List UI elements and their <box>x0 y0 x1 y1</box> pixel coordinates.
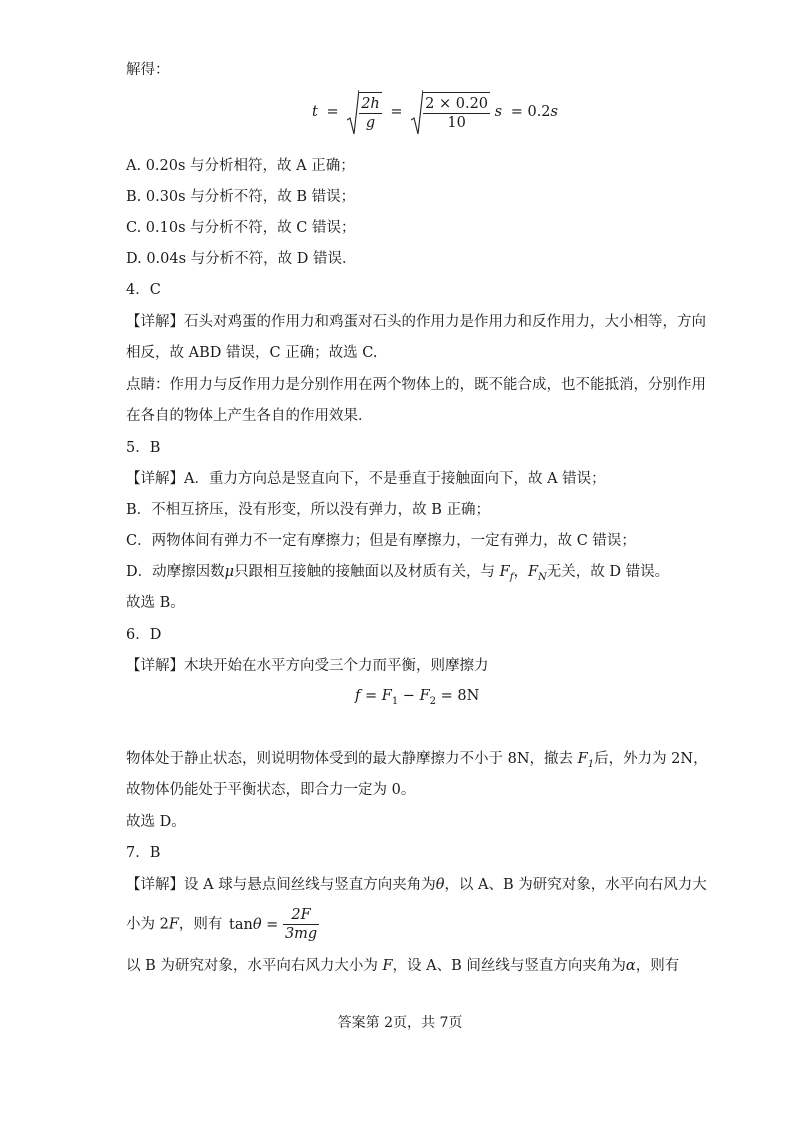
force-symbol: F <box>499 564 510 580</box>
frac-num: 2F <box>283 906 319 925</box>
detail-text <box>126 956 679 976</box>
text-span: ，以 A、B 为研究对象，水平向右风力大 <box>444 877 707 893</box>
text-span: ， <box>513 564 528 580</box>
text-span: D．动摩擦因数 <box>126 564 225 580</box>
formula-op: − <box>398 688 420 704</box>
conclusion-text: 故选 B。 <box>126 595 185 611</box>
detail-text: C．两物体间有弹力不一定有摩擦力；但是有摩擦力，一定有弹力，故 C 错误； <box>126 533 636 549</box>
formula-rhs: = 8N <box>436 688 480 704</box>
detail-text: 相反，故 ABD 错误，C 正确；故选 C. <box>126 345 378 361</box>
alpha-symbol: α <box>625 958 636 974</box>
detail-text: 故物体仍能处于平衡状态，即合力一定为 0。 <box>126 782 416 798</box>
option-c: C. 0.10s 与分析不符，故 C 错误； <box>126 220 356 236</box>
detail-text <box>126 749 708 775</box>
note-text: 点睛：作用力与反作用力是分别作用在两个物体上的，既不能合成，也不能抵消，分别作用 <box>126 377 706 393</box>
text-span: 无关，故 D 错误。 <box>546 564 670 580</box>
option-d: D. 0.04s 与分析不符，故 D 错误． <box>126 251 357 267</box>
formula-symbol: f <box>355 688 361 704</box>
question-number: 5．B <box>126 440 161 456</box>
formula-symbol: F <box>419 688 430 704</box>
formula-eq: = <box>360 688 382 704</box>
formula-func: tan <box>229 916 253 933</box>
subscript: 1 <box>587 758 595 770</box>
question-number: 7．B <box>126 845 161 861</box>
text-span: 只跟相互接触的接触面以及材质有关，与 <box>234 564 500 580</box>
frac-den: g <box>365 115 376 131</box>
frac-den: 3mg <box>284 926 318 942</box>
force-symbol: F <box>527 564 538 580</box>
frac-den: 10 <box>447 115 466 131</box>
text-line: 解得： <box>126 62 170 78</box>
detail-text: 【详解】石头对鸡蛋的作用力和鸡蛋对石头的作用力是作用力和反作用力，大小相等，方向 <box>126 314 706 330</box>
theta-symbol: θ <box>435 877 445 893</box>
force-symbol: F <box>382 958 393 974</box>
frac-num: 2h <box>361 96 380 112</box>
text-span: ，设 A、B 间丝线与竖直方向夹角为 <box>392 958 626 974</box>
subscript: f <box>509 571 514 583</box>
formula-result: = 0.2 <box>510 104 551 120</box>
sqrt-symbol <box>347 92 382 132</box>
detail-text: B．不相互挤压，没有形变，所以没有弹力，故 B 正确； <box>126 502 491 518</box>
force-symbol: F <box>577 751 588 767</box>
text-span: 后，外力为 2N， <box>594 751 708 767</box>
subscript: 2 <box>429 695 436 707</box>
detail-text: 【详解】A．重力方向总是竖直向下，不是垂直于接触面向下，故 A 错误； <box>126 471 606 487</box>
option-b: B. 0.30s 与分析不符，故 B 错误； <box>126 189 356 205</box>
text-span: ，则有 <box>178 916 223 933</box>
formula-symbol: F <box>381 688 392 704</box>
formula-lhs: t <box>312 104 318 120</box>
formula-eq: = <box>390 104 403 120</box>
detail-text <box>126 906 319 943</box>
subscript: 1 <box>391 695 399 707</box>
note-text: 在各自的物体上产生各自的作用效果． <box>126 408 373 424</box>
question-number: 6．D <box>126 627 162 643</box>
option-a: A. 0.20s 与分析相符，故 A 正确； <box>126 158 355 174</box>
frac-num: 2 × 0.20 <box>425 96 489 112</box>
text-span: ，则有 <box>635 958 680 974</box>
detail-text: 【详解】木块开始在水平方向受三个力而平衡，则摩擦力 <box>126 658 489 674</box>
detail-text <box>126 875 707 895</box>
detail-text <box>126 562 669 588</box>
mu-symbol: μ <box>224 564 235 580</box>
formula-unit: s <box>550 104 558 120</box>
force-symbol: F <box>168 916 179 933</box>
text-span: 物体处于静止状态，则说明物体受到的最大静摩擦力不小于 8N，撤去 <box>126 751 578 767</box>
question-number: 4．C <box>126 282 161 298</box>
formula-tan <box>229 907 319 942</box>
text-span: 小为 2 <box>126 916 169 933</box>
page-footer: 答案第 2页，共 7页 <box>337 1015 463 1031</box>
conclusion-text: 故选 D。 <box>126 814 186 830</box>
text-span: 【详解】设 A 球与悬点间丝线与竖直方向夹角为 <box>126 877 436 893</box>
formula-unit: s <box>494 104 503 120</box>
formula-friction <box>355 688 479 707</box>
formula-time <box>312 92 558 132</box>
text-span: 以 B 为研究对象，水平向右风力大小为 <box>126 958 383 974</box>
subscript: N <box>538 571 547 583</box>
formula-eq: = <box>326 104 339 120</box>
sqrt-symbol <box>411 92 490 132</box>
theta-symbol: θ <box>252 916 262 933</box>
formula-eq: = <box>261 916 283 933</box>
